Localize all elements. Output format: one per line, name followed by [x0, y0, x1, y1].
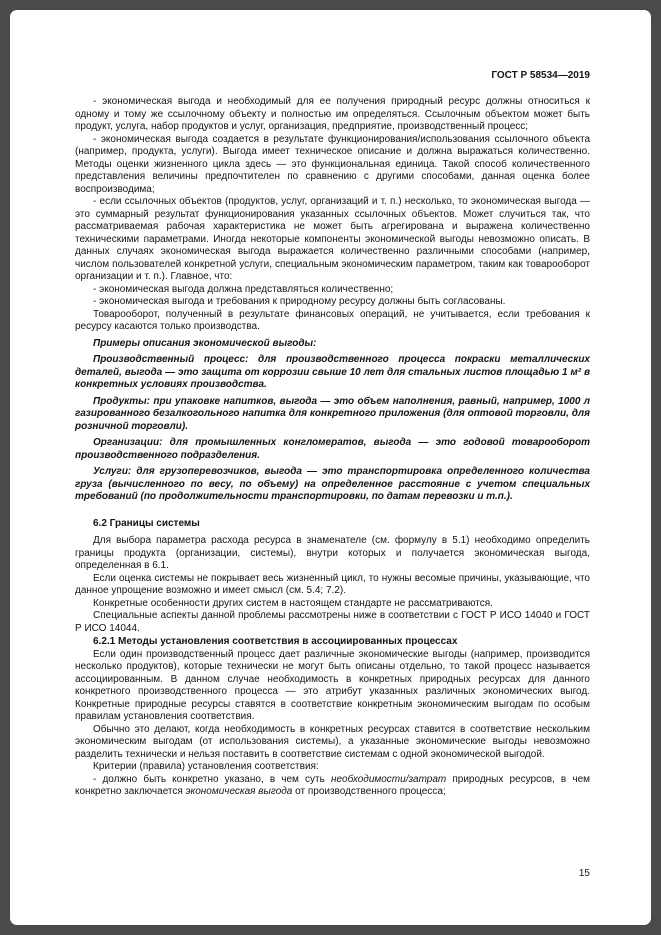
paragraph: Если оценка системы не покрывает весь жизненный цикл, то нужны весомые причины, указывающие, что данное упрощение возможно и имеет смысл (см. 5.4; 7.2). [75, 572, 590, 596]
text-run: необходимости/затрат [330, 773, 447, 785]
paragraph: - экономическая выгода и требования к природному ресурсу должны быть согласованы. [93, 296, 506, 307]
paragraph: Товарооборот, полученный в результате финансовых операций, не учитывается, если требования к ресурсу касаются только производства. [75, 308, 590, 332]
paragraph: Для выбора параметра расхода ресурса в знаменателе (см. формулу в 5.1) необходимо определить границы продукта (организации, системы), внутри которых и получается экономическая выгода, определенная в 6.1. [75, 535, 590, 571]
paragraph: Организации: для промышленных конгломератов, выгода — это годовой товарооборот производственного подразделения. [75, 437, 590, 461]
paragraph: Критерии (правила) установления соответствия: [93, 761, 319, 772]
text-run: природных ресурсов, в чем конкретно заключается [75, 773, 591, 797]
paragraph: - экономическая выгода создается в результате функционирования/использования ссылочного объекта (например, продукта, услуги). Выгода имеет техническое описание и должна выражаться количественно. Методы оценки жизненного цикла здесь — это функциональная единица. Такой способ количественного представления величины предпочтителен по сравнению с другими способами, данная оценка более воспроизводима; [75, 133, 590, 195]
text-run: от производственного процесса; [292, 786, 446, 797]
page-number: 15 [578, 868, 590, 879]
section-6-2-heading: 6.2 Границы системы [93, 517, 200, 529]
page-footer [579, 868, 590, 879]
paragraph: - экономическая выгода и необходимый для ее получения природный ресурс должны относиться к одному и тому же ссылочному объекту и полностью им определяться. Ссылочным объектом может быть продукт, услуга, набор продуктов и услуг, организация, предприятие, производственный процесс; [75, 96, 590, 132]
paragraph: Примеры описания экономической выгоды: [93, 337, 317, 349]
paragraph: Обычно это делают, когда необходимость в конкретных ресурсах ставится в соответствие нескольким экономическим выгодам (от использования системы), а указанные экономические выгоды невозможно разделить технически и нельзя поставить в соответствие системам с одной экономической выгодой. [75, 723, 590, 760]
section-6-2-1-heading: 6.2.1 Методы установления соответствия в ассоциированных процессах [93, 636, 458, 647]
paragraph [75, 774, 590, 799]
paragraph: - если ссылочных объектов (продуктов, услуг, организаций и т. п.) несколько, то экономическая выгода — это суммарный результат функционирования указанных ссылочных объектов. Может случиться так, что рассматриваемая рабочая характеристика не может быть агрегирована и выражена количественно техническими параметрами. Иногда некоторые компоненты экономической выгоды невозможно описать. В данных случаях экономическая выгода выражается количественно различными способами (например, числом пользователей конкретной услуги, специальным экономическим параметром, таким как товарооборот организации и т. п.). Главное, что: [75, 196, 590, 282]
paragraph: Услуги: для грузоперевозчиков, выгода — это транспортировка определенного количества груза (вычисленного по весу, по объему) на определенное расстояние с учетом специальных требований (по продолжительности транспортировки, по датам перевозки и т.п.). [75, 466, 590, 502]
text-run: экономическая выгода [185, 786, 293, 797]
text-run: - должно быть конкретно указано, в чем суть [93, 773, 331, 785]
document-page [10, 10, 651, 925]
paragraph: Конкретные особенности других систем в настоящем стандарте не рассматриваются. [93, 597, 493, 609]
document-content [75, 96, 590, 799]
paragraph: Специальные аспекты данной проблемы рассмотрены ниже в соответствии с ГОСТ Р ИСО 14040 и ГОСТ Р ИСО 14044. [75, 610, 590, 634]
paragraph: Продукты: при упаковке напитков, выгода — это объем наполнения, равный, например, 1000 л газированного безалкогольного напитка для конкретного приложения (для оптовой торговли, для розничной торговли). [75, 395, 590, 432]
document-header [75, 70, 590, 82]
document-number: ГОСТ Р 58534—2019 [491, 70, 590, 81]
paragraph: Производственный процесс: для производственного процесса покраски металлических деталей, выгода — это защита от коррозии свыше 10 лет для стальных листов площадью 1 м² в конкретных условиях производства. [75, 354, 590, 390]
paragraph: - экономическая выгода должна представляться количественно; [93, 283, 394, 295]
paragraph: Если один производственный процесс дает различные экономические выгоды (например, производится несколько продуктов), которые технически не могут быть описаны отдельно, то такой процесс называется ассоциированным. В данном случае необходимость в конкретных природных ресурсах для данного конкретного производственного процесса — это атрибут указанных различных экономических выгод. Конкретные природные ресурсы ставятся в соответствие конкретным экономическим выгодам по особым правилам установления соответствия. [75, 648, 590, 722]
